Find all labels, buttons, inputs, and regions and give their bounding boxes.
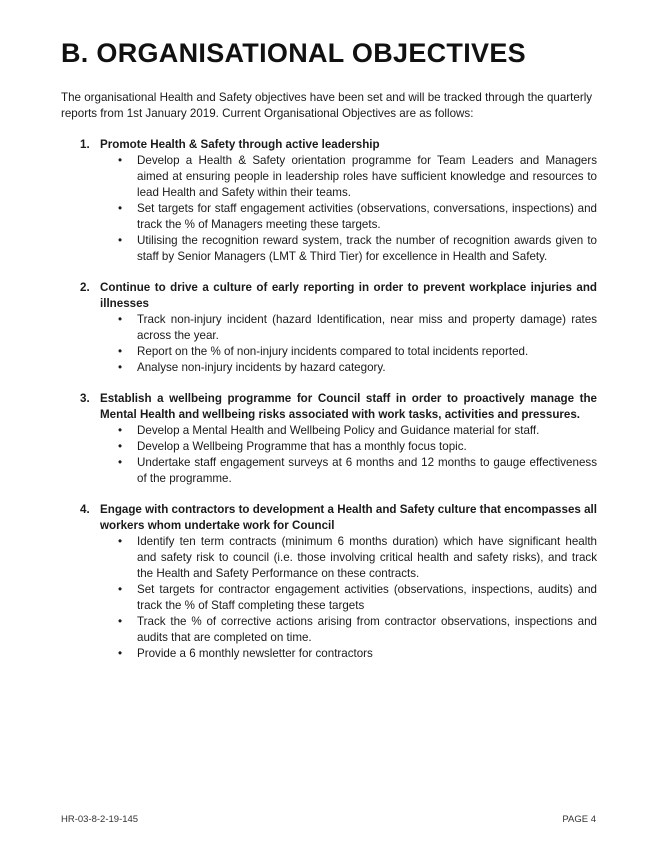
objective-item <box>61 280 597 376</box>
bullet-icon: • <box>118 424 123 437</box>
objective-item <box>61 502 597 662</box>
bullet-item <box>100 439 597 455</box>
bullet-text: Report on the % of non-injury incidents compared to total incidents reported. <box>137 345 529 358</box>
intro-paragraph: The organisational Health and Safety objectives have been set and will be tracked through the quarterly reports from 1st January 2019. Current Organisational Objectives are as follows: <box>61 91 593 120</box>
objective-bullet-list <box>100 534 597 662</box>
bullet-icon: • <box>118 313 123 326</box>
objective-number: 4. <box>80 503 90 516</box>
bullet-item <box>100 312 597 344</box>
objective-bullet-list <box>100 423 597 487</box>
bullet-icon: • <box>118 202 123 215</box>
bullet-text: Utilising the recognition reward system, track the number of recognition awards given to staff by Senior Managers (LMT & Third Tier) for excellence in Health and Safety. <box>137 234 597 263</box>
bullet-text: Develop a Health & Safety orientation programme for Team Leaders and Managers aimed at ensuring people in leadership roles have sufficient knowledge and resources to lead Health and Safety within their teams. <box>137 154 597 199</box>
bullet-icon: • <box>118 647 123 660</box>
bullet-icon: • <box>118 583 123 596</box>
bullet-item <box>100 534 597 582</box>
bullet-text: Identify ten term contracts (minimum 6 months duration) which have significant health and safety risk to council (i.e. those involving critical health and safety risks), and track the Health and Safety Performance on these contracts. <box>137 535 597 580</box>
bullet-icon: • <box>118 234 123 247</box>
bullet-icon: • <box>118 456 123 469</box>
objective-title: Establish a wellbeing programme for Council staff in order to proactively manage the Mental Health and wellbeing risks associated with work tasks, activities and pressures. <box>100 392 597 421</box>
page-title: B. ORGANISATIONAL OBJECTIVES <box>61 38 526 68</box>
objective-number: 3. <box>80 392 90 405</box>
objective-bullet-list <box>100 312 597 376</box>
bullet-item <box>100 344 597 360</box>
bullet-item <box>100 614 597 646</box>
bullet-item <box>100 153 597 201</box>
bullet-text: Develop a Mental Health and Wellbeing Policy and Guidance material for staff. <box>137 424 540 437</box>
objective-bullet-list <box>100 153 597 265</box>
bullet-item <box>100 646 597 662</box>
bullet-item <box>100 582 597 614</box>
bullet-text: Analyse non-injury incidents by hazard category. <box>137 361 386 374</box>
bullet-text: Track the % of corrective actions arising from contractor observations, inspections and audits that are completed on time. <box>137 615 597 644</box>
bullet-item <box>100 201 597 233</box>
bullet-icon: • <box>118 345 123 358</box>
bullet-text: Undertake staff engagement surveys at 6 months and 12 months to gauge effectiveness of the programme. <box>137 456 597 485</box>
bullet-icon: • <box>118 615 123 628</box>
objective-title: Continue to drive a culture of early reporting in order to prevent workplace injuries and illnesses <box>100 281 597 310</box>
bullet-item <box>100 233 597 265</box>
bullet-text: Develop a Wellbeing Programme that has a monthly focus topic. <box>137 440 467 453</box>
bullet-text: Set targets for staff engagement activities (observations, conversations, inspections) and track the % of Managers meeting these targets. <box>137 202 597 231</box>
document-reference: HR-03-8-2-19-145 <box>61 814 139 825</box>
objective-title: Engage with contractors to development a Health and Safety culture that encompasses all workers whom undertake work for Council <box>100 503 597 532</box>
bullet-icon: • <box>118 361 123 374</box>
objective-item <box>61 137 597 265</box>
page-number: PAGE 4 <box>562 814 596 825</box>
bullet-icon: • <box>118 440 123 453</box>
objectives-list <box>61 137 597 677</box>
objective-title: Promote Health & Safety through active leadership <box>100 138 380 151</box>
bullet-text: Track non-injury incident (hazard Identification, near miss and property damage) rates across the year. <box>137 313 597 342</box>
bullet-text: Provide a 6 monthly newsletter for contractors <box>137 647 373 660</box>
bullet-item <box>100 360 597 376</box>
bullet-icon: • <box>118 154 123 167</box>
bullet-text: Set targets for contractor engagement activities (observations, inspections, audits) and track the % of Staff completing these targets <box>137 583 597 612</box>
bullet-item <box>100 423 597 439</box>
objective-number: 2. <box>80 281 90 294</box>
bullet-item <box>100 455 597 487</box>
objective-number: 1. <box>80 138 90 151</box>
objective-item <box>61 391 597 487</box>
bullet-icon: • <box>118 535 123 548</box>
